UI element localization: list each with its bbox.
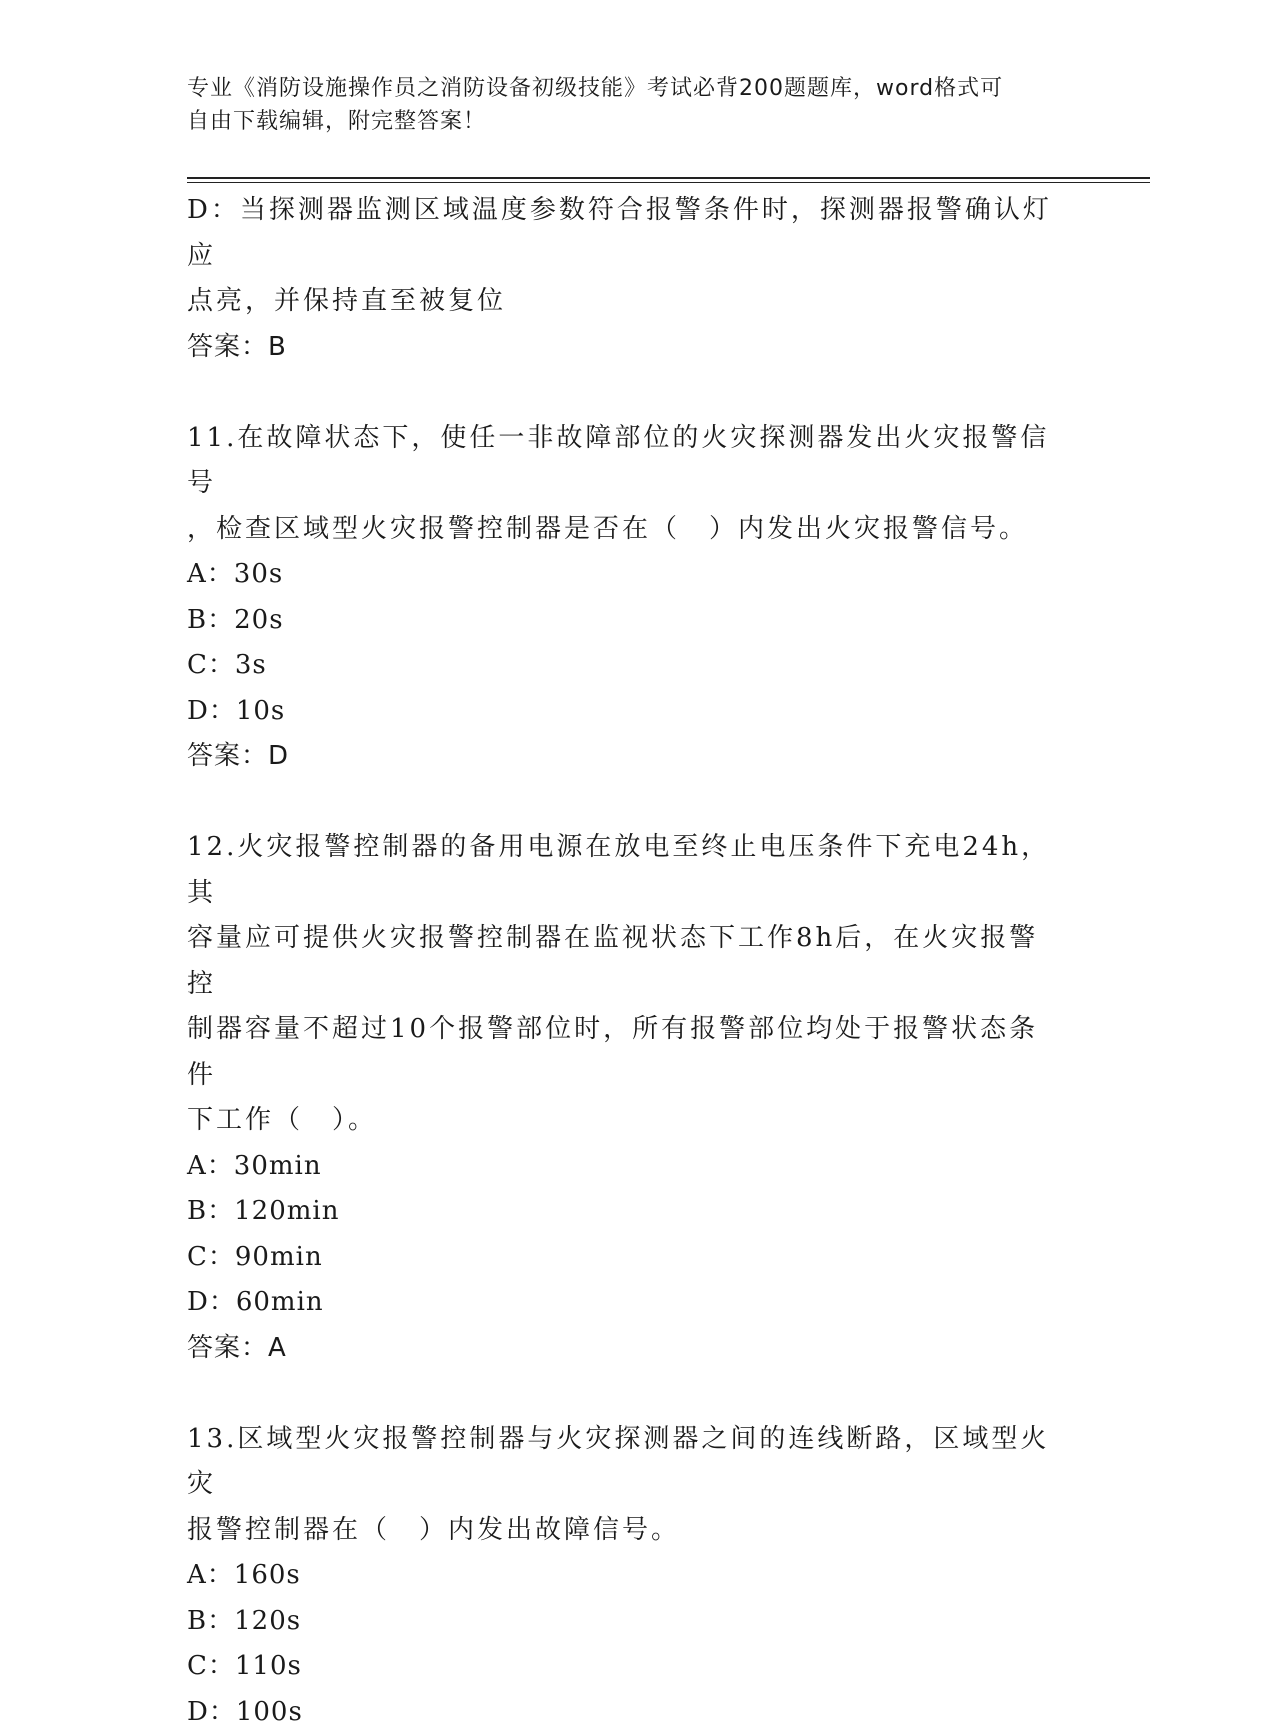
answer-line: 答案：B xyxy=(187,325,1067,371)
previous-question-tail xyxy=(187,188,1067,370)
question-12 xyxy=(187,825,1067,1371)
option-d-line-2: 点亮，并保持直至被复位 xyxy=(187,279,1067,325)
spacer xyxy=(187,780,1067,826)
option-a: A：30min xyxy=(187,1144,1067,1190)
option-b: B：120s xyxy=(187,1599,1067,1645)
option-b: B：20s xyxy=(187,598,1067,644)
question-text-line: ，检查区域型火灾报警控制器是否在（ ）内发出火灾报警信号。 xyxy=(187,507,1067,553)
header-line-2: 自由下载编辑，附完整答案！ xyxy=(187,105,1067,138)
header-line-1: 专业《消防设施操作员之消防设备初级技能》考试必背200题题库，word格式可 xyxy=(187,72,1067,105)
question-text-line: 制器容量不超过10个报警部位时，所有报警部位均处于报警状态条件 xyxy=(187,1007,1067,1098)
option-a: A：30s xyxy=(187,552,1067,598)
answer-line: 答案：D xyxy=(187,734,1067,780)
option-d-line-1: D：当探测器监测区域温度参数符合报警条件时，探测器报警确认灯应 xyxy=(187,188,1067,279)
header-divider-thin xyxy=(187,182,1150,183)
question-11 xyxy=(187,416,1067,780)
option-b: B：120min xyxy=(187,1189,1067,1235)
question-text-line: 下工作（ ）。 xyxy=(187,1098,1067,1144)
document-header xyxy=(187,72,1067,138)
question-text-line: 报警控制器在（ ）内发出故障信号。 xyxy=(187,1508,1067,1554)
option-d: D：60min xyxy=(187,1280,1067,1326)
option-a: A：160s xyxy=(187,1553,1067,1599)
question-13 xyxy=(187,1417,1067,1735)
option-c: C：90min xyxy=(187,1235,1067,1281)
question-text-line: 容量应可提供火灾报警控制器在监视状态下工作8h后，在火灾报警控 xyxy=(187,916,1067,1007)
spacer xyxy=(187,1371,1067,1417)
question-text-line: 13.区域型火灾报警控制器与火灾探测器之间的连线断路，区域型火灾 xyxy=(187,1417,1067,1508)
option-c: C：110s xyxy=(187,1644,1067,1690)
answer-line: 答案：A xyxy=(187,1326,1067,1372)
question-text-line: 11.在故障状态下，使任一非故障部位的火灾探测器发出火灾报警信号 xyxy=(187,416,1067,507)
question-text-line: 12.火灾报警控制器的备用电源在放电至终止电压条件下充电24h，其 xyxy=(187,825,1067,916)
option-d: D：100s xyxy=(187,1690,1067,1735)
header-divider-thick xyxy=(187,177,1150,179)
spacer xyxy=(187,370,1067,416)
document-body xyxy=(187,188,1067,1735)
option-c: C：3s xyxy=(187,643,1067,689)
option-d: D：10s xyxy=(187,689,1067,735)
